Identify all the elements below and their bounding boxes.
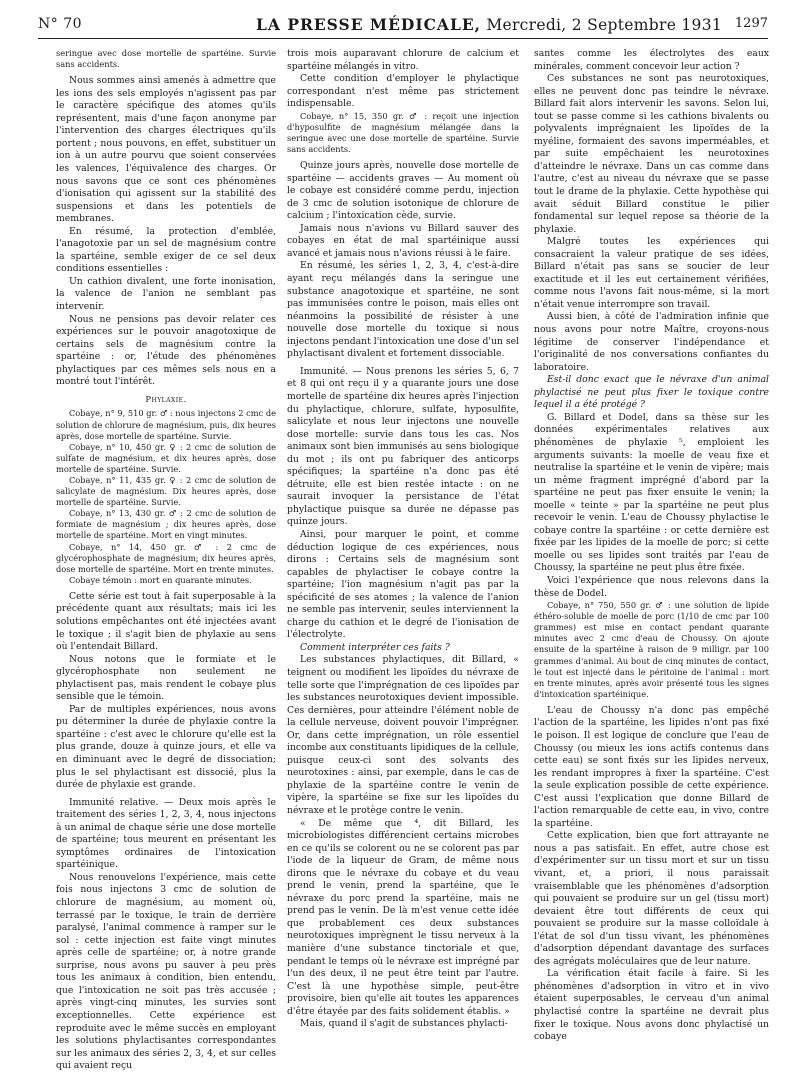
text-column-3: [534, 48, 769, 1044]
journal-name: LA PRESSE MÉDICALE,: [256, 15, 482, 34]
paragraph: Cette condition d'employer le phylactique correspondant n'est même pas strictement indispensable.: [287, 73, 519, 110]
paragraph: Nous sommes ainsi amenés à admettre que les ions des sels employés n'agissent pas par le caractère spécifique des atomes qu'ils représentent, mais d'une façon anonyme par l'intervention des charges électriques qu'ils portent ; nous pouvons, en effet, substituer un ion à un autre pourvu que soient conservées les valences, l'équivalence des charges. Or nous savons que ce sont ces phénomènes d'ionisation qui agissent sur la stabilité des suspensions et dans les potentiels de membranes.: [56, 75, 276, 225]
paragraph: Un cathion divalent, une forte inonisation, la valence de l'anion ne semblant pas intervenir.: [56, 275, 276, 313]
experiment-note: Cobaye, n° 9, 510 gr. ♂ : nous injectons 2 cmc de solution de chlorure de magnésium, puis, dix heures après, dose mortelle de spartéine. Survie.: [56, 408, 276, 441]
issue-date: Mercredi, 2 Septembre 1931: [486, 16, 723, 34]
section-heading: Phylaxie.: [145, 393, 187, 404]
paragraph: Cette explication, bien que fort attrayante ne nous a pas satisfait. En effet, autre chose est d'expérimenter sur un tissu mort et sur un tissu vivant, et, a priori, il nous paraissait vraisemblable que les phénomènes d'adsorption qui pouvaient se produire sur un gel (tissu mort) devaient être tout différents de ceux qui pouvaient se produire sur la masse colloïdale à l'état de sol d'un tissu vivant, les phénomènes d'adsorption dépendant davantage des surfaces des agrégats moléculaires que de leur nature.: [534, 830, 769, 967]
paragraph: Nous renouvelons l'expérience, mais cette fois nous injectons 3 cmc de solution de chlorure de magnésium, au moment où, terrassé par le toxique, le train de derrière paralysé, l'animal commence à ramper sur le sol : cette injection est faite vingt minutes après celle de spartéine; or, à notre grande surprise, nous avons pu sauver à peu près tous les animaux à condition, bien entendu, que l'intoxication ne soit pas très accusée ; après vingt-cinq minutes, les survies sont exceptionnelles. Cette expérience est reproduite avec le même succès en employant les solutions phylactisantes correspondantes sur les animaux des séries 2, 3, 4, et sur celles qui avaient reçu: [56, 871, 276, 1072]
paragraph: Voici l'expérience que nous relevons dans la thèse de Dodel.: [534, 574, 769, 599]
paragraph: Quinze jours après, nouvelle dose mortelle de spartéine — accidents graves — Au moment où le cobaye est considéré comme perdu, injection de 3 cmc de solution isotonique de chlorure de calcium ; l'intoxication cède, survie.: [287, 160, 519, 222]
paragraph: trois mois auparavant chlorure de calcium et spartéine mélangés in vitro.: [287, 48, 519, 72]
paragraph: Nous ne pensions pas devoir relater ces expériences sur le pouvoir anagotoxique de certains sels de magnésium contre la spartéine : or, l'étude des phénomènes phylactiques par ces mêmes sels nous en a montré tout l'intérêt.: [56, 313, 276, 388]
journal-title: [256, 15, 722, 34]
paragraph: « De même que ⁴, dit Billard, les microbiologistes différencient certains microbes en ce qu'ils se colorent ou ne se colorent pas par l'iode de la liqueur de Gram, de même nous dirons que le névraxe du cobaye et du veau prend le venin, prend la spartéine, que le névraxe du porc prend la spartéine, mais ne prend pas le venin. De là m'est venue cette idée que probablement ces deux substances neurotoxiques imprègnent le tissu nerveux à la manière d'une substance tinctoriale et que, pendant le temps où le névraxe est imprégné par l'un des deux, il ne peut être teint par l'autre. C'est là une hypothèse simple, peut-être provisoire, bien qu'elle ait toutes les apparences d'être étayée par des faits solidement établis. »: [287, 817, 519, 1017]
experiment-note: Cobaye, n° 13, 430 gr. ♂ : 2 cmc de solution de formiate de magnésium ; dix heures après, dose mortelle de spartéine. Mort en vingt minutes.: [56, 508, 276, 541]
experiment-note: Cobaye témoin : mort en quarante minutes.: [69, 574, 252, 585]
paragraph: Les substances phylactiques, dit Billard, « teignent ou modifient les lipoïdes du névraxe de telle sorte que l'imprégnation de ces lipoïdes par les substances neurotoxiques devient impossible. Ces dernières, pour atteindre l'élément noble de la cellule nerveuse, doivent pouvoir l'imprégner. Or, dans cette imprégnation, un rôle essentiel incombe aux constituants lipidiques de la cellule, puisque ceux-ci sont des solvants des neurotoxines : ainsi, par exemple, dans le cas de phylaxie de la spartéine contre le venin de vipère, la spartéine se fixe sur les lipoïdes du névraxe et le protège contre le venin.: [287, 654, 519, 816]
paragraph: Immunité relative. — Deux mois après le traitement des séries 1, 2, 3, 4, nous injectons à un animal de chaque série une dose mortelle de spartéine; tous meurent en présentant les symptômes ordinaires de l'intoxication spartéinique.: [56, 796, 276, 871]
paragraph: Cette série est tout à fait superposable à la précédente quant aux résultats; mais ici les solutions empêchantes ont été injectées avant le toxique ; il s'agit bien de phylaxie au sens où l'entendait Billard.: [56, 590, 276, 653]
paragraph: En résumé, les séries 1, 2, 3, 4, c'est-à-dire ayant reçu mélangés dans la seringue une substance anagotoxique et spartéine, ne sont pas immunisées contre le poison, mais elles ont néanmoins la possibilité de résister à une nouvelle dose mortelle du toxique si nous injectons pendant l'intoxication une dose d'un sel phylactisant divalent et fortement dissociable.: [287, 260, 519, 360]
paragraph: Ces substances ne sont pas neurotoxiques, elles ne peuvent donc pas teindre le névraxe. Billard fait alors intervenir les savons. Selon lui, tout se passe comme si les cathions bivalents ou polyvalents imprégnaient les lipoïdes de la myéline, formaient des savons imperméables, et par suite empêchaient les neurotoxines d'atteindre le névraxe. Dans un cas comme dans l'autre, c'est au niveau du névraxe que se passe tout le drame de la phylaxie. Cette hypothèse qui avait séduit Billard constitue le pilier fondamental sur lequel repose sa théorie de la phylaxie.: [534, 73, 769, 235]
paragraph: Mais, quand il s'agit de substances phylacti-: [300, 1018, 508, 1030]
paragraph: santes comme les électrolytes des eaux minérales, comment concevoir leur action ?: [534, 48, 769, 72]
experiment-note: Cobaye, n° 10, 450 gr. ♀ : 2 cmc de solution de sulfate de magnésium, et dix heures après, dose mortelle de spartéine. Survie.: [56, 441, 276, 474]
experiment-note: Cobaye, n° 15, 350 gr. ♂ : reçoit une injection d'hyposulfite de magnésium mélangée dans la seringue avec une dose mortelle de spartéine. Survie sans accidents.: [287, 110, 519, 155]
experiment-note: Cobaye, n° 11, 435 gr. ♀ : 2 cmc de solution de salicylate de magnésium. Dix heures après, dose mortelle de spartéine. Survie.: [56, 474, 276, 508]
subheading: Comment interpréter ces faits ?: [300, 641, 450, 653]
question: Est-il donc exact que le névraxe d'un animal phylactisé ne peut plus fixer le toxique contre lequel il a été protégé ?: [534, 374, 769, 411]
paragraph: G. Billard et Dodel, dans sa thèse sur les données expérimentales relatives aux phénomènes de phylaxie ⁵, emploient les arguments suivants: la moelle de veau fixe et neutralise la spartéine et le venin de vipère; mais un même fragment imprégné d'abord par la spartéine ne peut pas fixer ensuite le venin; la moelle « teinte » par la spartéine ne peut plus recevoir le venin. L'eau de Choussy phylactise le cobaye contre la spartéine : or cette dernière est fixée par les lipides de la moelle de porc; si cette moelle ou ses lipides sont traités par l'eau de Choussy, la spartéine ne peut plus être fixée.: [534, 411, 769, 574]
paragraph: Jamais nous n'avions vu Billard sauver des cobayes en état de mal spartéinique aussi avancé et jamais nous n'avions réussi à le faire.: [287, 222, 519, 259]
paragraph: Malgré toutes les expériences qui consacraient la valeur pratique de ses idées, Billard n'était pas sans se soucier de leur exactitude et il les eut certainement vérifiées, comme nous l'avons fait nous-même, si la mort n'était venue interrompre son travail.: [534, 236, 769, 310]
paragraph: L'eau de Choussy n'a donc pas empêché l'action de la spartéine, les lipides n'ont pas fixé le poison. Il est logique de conclure que l'eau de Choussy (ou mieux les ions actifs contenus dans cette eau) se sont fixés sur les lipides nerveux, les rendant impropres à fixer la spartéine. C'est la seule explication possible de cette expérience. C'est aussi l'explication que donne Billard de l'action remarquable de cette eau, in vivo, contre la spartéine.: [534, 704, 769, 829]
paragraph: Aussi bien, à côté de l'admiration infinie que nous avons pour notre Maître, croyons-nous légitime de conserver l'indépendance et l'originalité de nos conversations confiantes du laboratoire.: [534, 311, 769, 373]
paragraph: La vérification était facile à faire. Si les phénomènes d'adsorption in vitro et in vivo étaient superposables, le cerveau d'un animal phylactisé contre la spartéine ne devrait plus fixer le toxique. Nous avons donc phylactisé un cobaye: [534, 968, 769, 1043]
text-column-1: [56, 48, 276, 1073]
paragraph: Nous notons que le formiate et le glycérophosphate non seulement ne phylactisent pas, mais rendent le cobaye plus sensible que le témoin.: [56, 653, 276, 703]
paragraph: En résumé, la protection d'emblée, l'anagotoxie par un sel de magnésium contre la spartéine, semble exiger de ce sel deux conditions essentielles :: [56, 225, 276, 275]
paragraph: Ainsi, pour marquer le point, et comme déduction logique de ces expériences, nous dirons : Certains sels de magnésium sont capables de phylactiser le cobaye contre la spartéine; l'ion magnésium n'agit pas par la spécificité de ses atomes ; la valence de l'anion ne semble pas intervenir, seules interviennent la charge du cathion et le degré de l'ionisation de l'électrolyte.: [287, 528, 519, 641]
page-header: [38, 14, 768, 40]
experiment-note: Cobaye, n° 14, 450 gr. ♂ : 2 cmc de glycérophosphate de magnésium; dix heures après, dose mortelle de spartéine. Mort en trente minutes.: [56, 541, 276, 574]
paragraph: Immunité. — Nous prenons les séries 5, 6, 7 et 8 qui ont reçu il y a quarante jours une dose mortelle de spartéine dix heures après l'injection du phylactique, chlorure, sulfate, hyposulfite, salicylate et nous leur injectons une nouvelle dose mortelle: survie dans tous les cas. Nos animaux sont bien immunisés au sens biologique du mot ; ils ont pu fabriquer des anticorps spécifiques; la spartéine n'a donc pas été détruite, elle est bien restée intacte : on ne saurait invoquer la persistance de l'état phylactique puisque sa durée ne dépasse pas quinze jours.: [287, 365, 519, 528]
issue-number: N° 70: [38, 16, 83, 32]
experiment-note: Cobaye, n° 750, 550 gr. ♂ : une solution de lipide éthéro-soluble de moelle de porc (1/10 de cmc par 100 grammes) est mise en contact pendant quarante minutes avec 2 cmc d'eau de Choussy. On ajoute ensuite de la spartéine à raison de 9 milligr. par 100 grammes d'animal. Au bout de cinq minutes de contact, le tout est injecté dans le péritoine de l'animal : mort en trente minutes, après avoir présenté tous les signes d'intoxication spartéinique.: [534, 600, 769, 699]
paragraph: Par de multiples expériences, nous avons pu déterminer la durée de phylaxie contre la spartéine : c'est avec le chlorure qu'elle est la plus grande, douze à quinze jours, et elle va en diminuant avec le degré de dissociation; plus le sel phylactisant est dissocié, plus la durée de phylaxie est grande.: [56, 703, 276, 791]
header-rule: [38, 38, 768, 39]
text-column-2: [287, 48, 519, 1031]
page-number: 1297: [734, 16, 768, 31]
paragraph: seringue avec dose mortelle de spartéine. Survie sans accidents.: [56, 48, 276, 70]
